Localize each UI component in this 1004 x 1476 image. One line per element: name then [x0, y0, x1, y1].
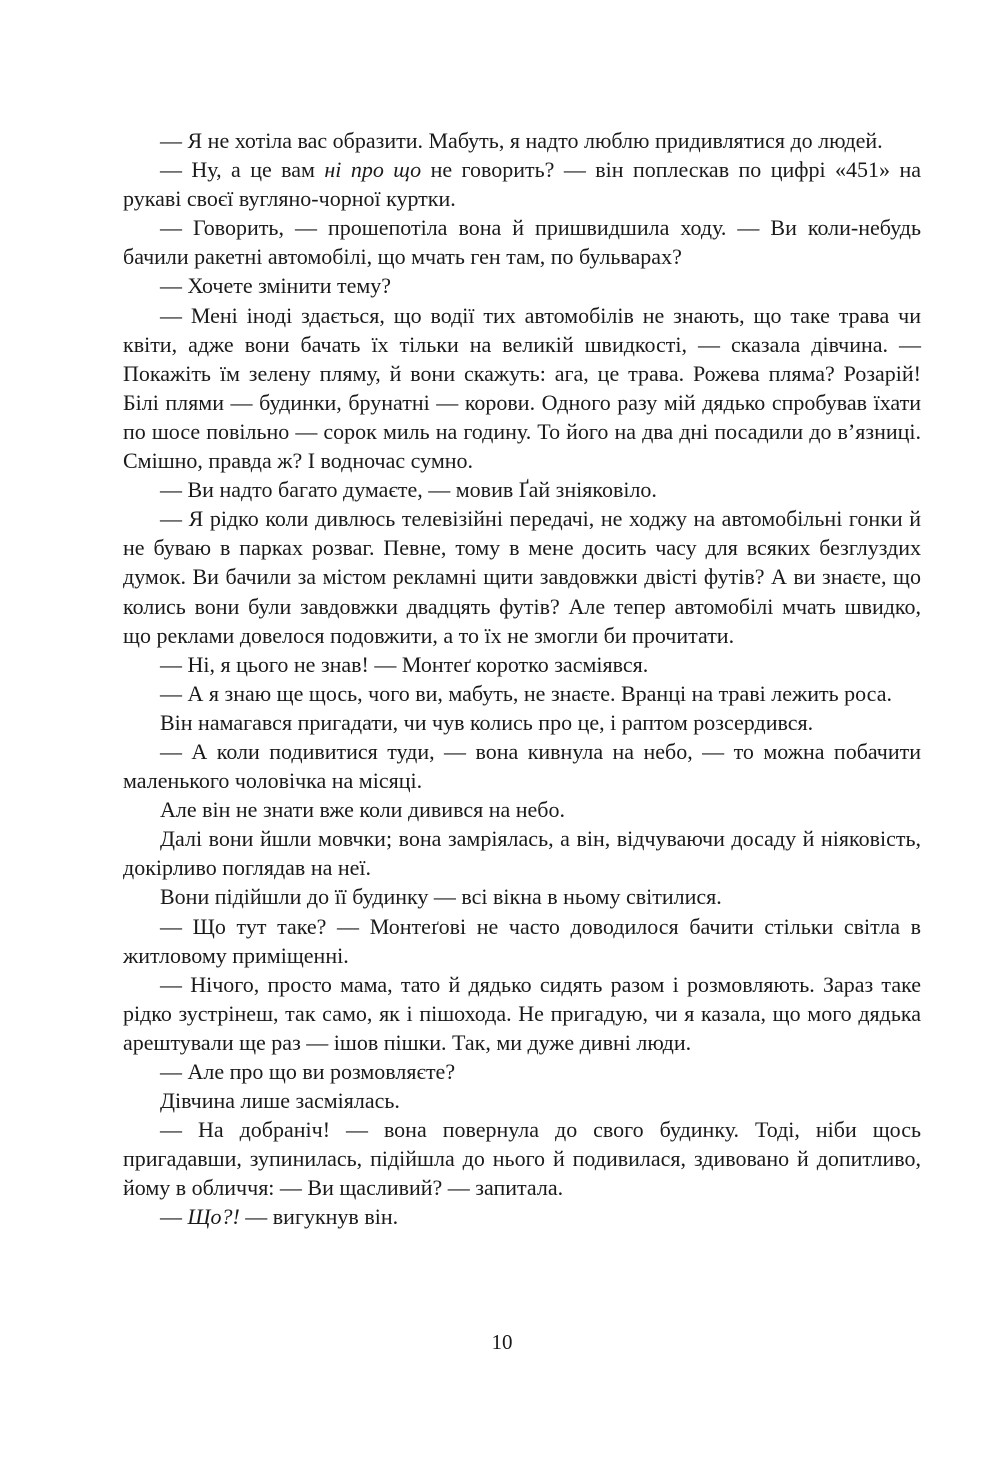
- text-run: — Хочете змінити тему?: [160, 273, 392, 299]
- text-run: — Говорить, — прошепотіла вона й пришвидшила ходу. — Ви коли-небудь бачили ракетні автомобілі, що мчать ген там, по бульварах?: [123, 215, 921, 270]
- body-text: [123, 126, 921, 1232]
- text-run: — На добраніч! — вона повернула до свого будинку. Тоді, ніби щось пригадавши, зупинилась, підійшла до нього й подивилася, здивовано й допитливо, йому в обличчя: — Ви щасливий? — запитала.: [123, 1117, 921, 1201]
- paragraph: [123, 970, 921, 1057]
- text-run: не говорить? — він поплескав по цифрі «451» на рукаві своєї вугляно-чорної куртки.: [123, 157, 921, 212]
- paragraph: [123, 271, 921, 300]
- text-run: Вони підійшли до її будинку — всі вікна в ньому світилися.: [160, 884, 722, 910]
- italic-text: ні про що: [324, 157, 422, 183]
- paragraph: [123, 1057, 921, 1086]
- paragraph: [123, 126, 921, 155]
- paragraph: [123, 301, 921, 476]
- text-run: — А коли подивитися туди, — вона кивнула на небо, — то можна побачити маленького чоловічка на місяці.: [123, 738, 921, 794]
- paragraph: [123, 504, 921, 649]
- paragraph: [123, 1202, 921, 1231]
- page-number: 10: [491, 1330, 513, 1354]
- paragraph: [123, 679, 921, 708]
- paragraph: [123, 1086, 921, 1115]
- paragraph: [123, 708, 921, 737]
- paragraph: [123, 795, 921, 824]
- paragraph: [123, 155, 921, 213]
- italic-text: Що?!: [187, 1204, 240, 1230]
- paragraph: [123, 475, 921, 504]
- text-run: — Ну, а це вам: [160, 157, 325, 183]
- text-run: — Я не хотіла вас образити. Мабуть, я надто люблю придивлятися до людей.: [160, 128, 883, 153]
- text-run: —: [160, 1204, 188, 1230]
- paragraph: [123, 1115, 921, 1202]
- paragraph: [123, 882, 921, 911]
- text-run: — Мені іноді здається, що водії тих автомобілів не знають, що таке трава чи квіти, адже вони бачать їх тільки на великій швидкості, — сказала дівчина. — Покажіть їм зелену пляму, й вони скажуть: ага, це трава. Рожева пляма? Розарій! Білі плями — будинки, брунатні — корови. Одного разу мій дядько спробував їхати по шосе повільно — сорок миль на годину. То його на два дні посадили до в’язниці. Смішно, правда ж? І водночас сумно.: [123, 302, 921, 474]
- text-run: Дівчина лише засміялась.: [160, 1088, 400, 1114]
- text-run: Але він не знати вже коли дивився на небо.: [160, 797, 565, 823]
- paragraph: [123, 912, 921, 970]
- text-run: Далі вони йшли мовчки; вона замріялась, а він, відчуваючи досаду й ніяковість, докірливо поглядав на неї.: [123, 826, 921, 881]
- paragraph: [123, 824, 921, 882]
- text-run: — Нічого, просто мама, тато й дядько сидять разом і розмовляють. Зараз таке рідко зустрінеш, так само, як і пішохода. Не пригадую, чи я казала, що мого дядька арештували ще раз — ішов пішки. Так, ми дуже дивні люди.: [123, 971, 921, 1055]
- text-run: — Що тут таке? — Монтеґові не часто доводилося бачити стільки світла в житловому приміщенні.: [123, 913, 921, 968]
- text-run: — А я знаю ще щось, чого ви, мабуть, не знаєте. Вранці на траві лежить роса.: [160, 680, 892, 706]
- text-run: — вигукнув він.: [239, 1204, 399, 1230]
- paragraph: [123, 213, 921, 271]
- text-run: Він намагався пригадати, чи чув колись про це, і раптом розсердився.: [160, 709, 814, 735]
- paragraph: [123, 737, 921, 795]
- text-run: — Ви надто багато думаєте, — мовив Ґай зніяковіло.: [160, 477, 657, 503]
- text-run: — Я рідко коли дивлюсь телевізійні передачі, не ходжу на автомобільні гонки й не буваю в парках розваг. Певне, тому в мене досить часу для всяких безглуздих думок. Ви бачили за містом рекламні щити завдовжки двісті футів? А ви знаєте, що колись вони були завдовжки двадцять футів? Але тепер автомобілі мчать швидко, що реклами довелося подовжити, а то їх не змогли би прочитати.: [123, 506, 921, 648]
- paragraph: [123, 650, 921, 679]
- text-run: — Але про що ви розмовляєте?: [160, 1059, 456, 1084]
- text-run: — Ні, я цього не знав! — Монтеґ коротко засміявся.: [160, 651, 649, 677]
